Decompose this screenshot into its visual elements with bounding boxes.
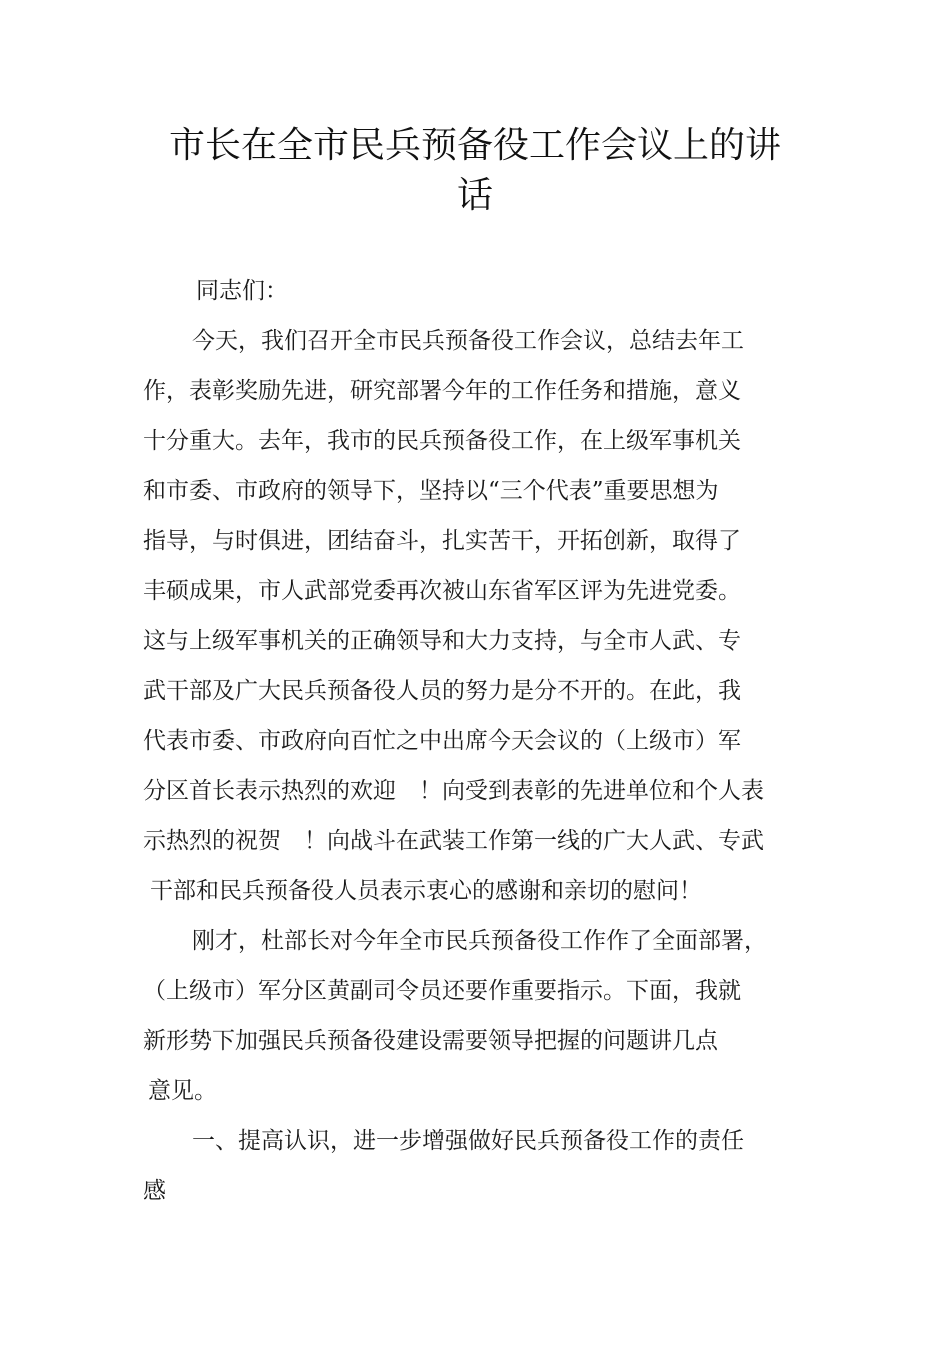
body-line: 新形势下加强民兵预备役建设需要领导把握的问题讲几点	[143, 1028, 718, 1054]
body-line: 代表市委、市政府向百忙之中出席今天会议的（上级市）军	[143, 728, 741, 754]
section-heading-line: 感	[143, 1178, 166, 1204]
body-line: 分区首长表示热烈的欢迎 ！向受到表彰的先进单位和个人表	[143, 778, 764, 804]
salutation: 同志们：	[196, 278, 288, 304]
body-line: 刚才，杜部长对今年全市民兵预备役工作作了全面部署，	[192, 928, 767, 954]
document-title-line-1: 市长在全市民兵预备役工作会议上的讲	[168, 125, 781, 166]
document-title-line-2: 话	[456, 175, 493, 216]
body-line: 武干部及广大民兵预备役人员的努力是分不开的。在此，我	[143, 678, 741, 704]
body-line: 丰硕成果，市人武部党委再次被山东省军区评为先进党委。	[143, 578, 741, 604]
body-line: （上级市）军分区黄副司令员还要作重要指示。下面，我就	[143, 978, 741, 1004]
body-line: 干部和民兵预备役人员表示衷心的感谢和亲切的慰问！	[150, 878, 702, 904]
body-line: 作，表彰奖励先进，研究部署今年的工作任务和措施，意义	[143, 378, 741, 404]
body-line: 意见。	[148, 1078, 217, 1104]
body-line: 今天，我们召开全市民兵预备役工作会议，总结去年工	[192, 328, 744, 354]
body-line: 指导，与时俱进，团结奋斗，扎实苦干，开拓创新，取得了	[143, 528, 741, 554]
section-heading-line: 一、提高认识，进一步增强做好民兵预备役工作的责任	[192, 1128, 744, 1154]
body-line: 示热烈的祝贺 ！向战斗在武装工作第一线的广大人武、专武	[143, 828, 764, 854]
body-line: 这与上级军事机关的正确领导和大力支持，与全市人武、专	[143, 628, 741, 654]
body-line: 十分重大。去年，我市的民兵预备役工作，在上级军事机关	[143, 428, 741, 454]
body-line: 和市委、市政府的领导下，坚持以“三个代表”重要思想为	[143, 478, 719, 504]
